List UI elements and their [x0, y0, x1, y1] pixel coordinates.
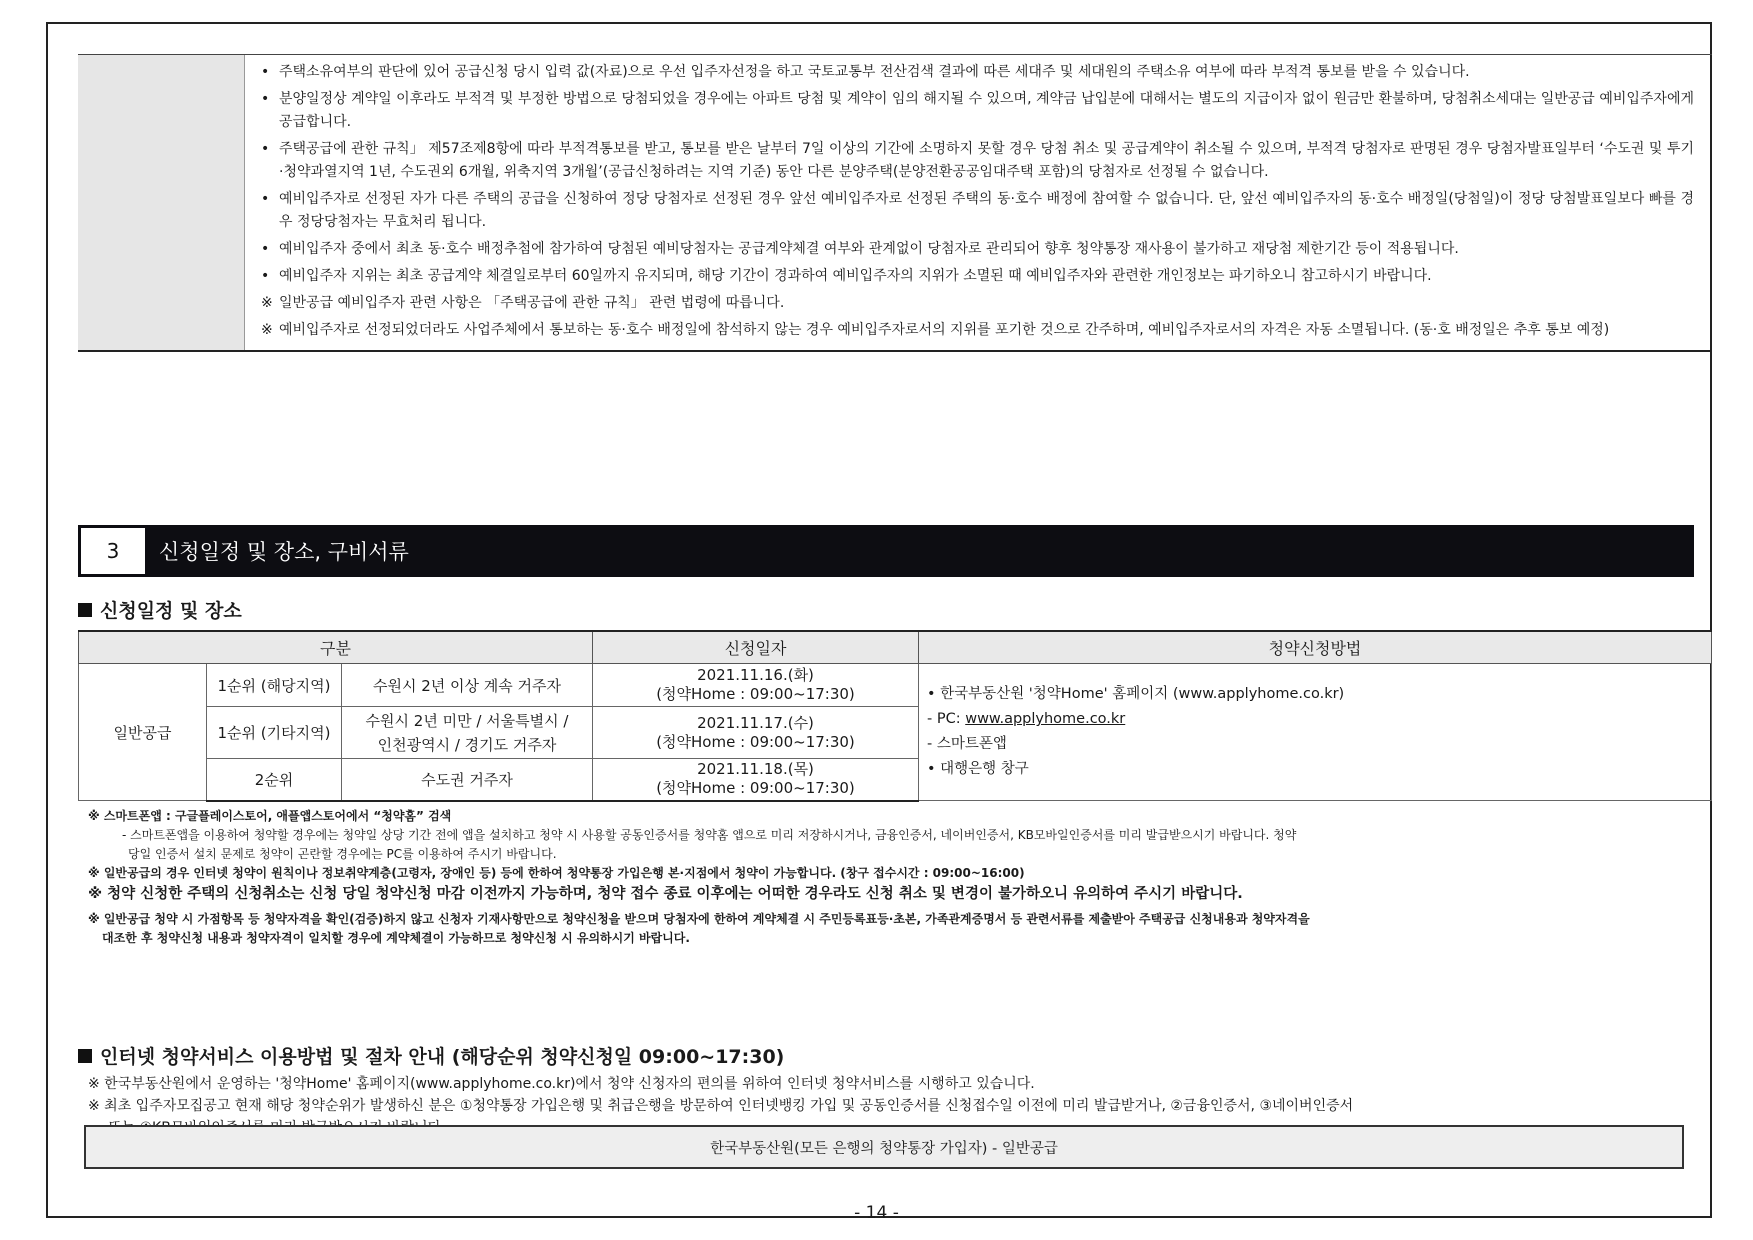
notice-bullet — [261, 138, 1694, 184]
method-bank: • 대행은행 창구 — [927, 761, 1029, 777]
section-header — [78, 525, 1694, 577]
rank-cell: 1순위 (기타지역) — [207, 707, 342, 759]
notice-bullet — [261, 88, 1694, 134]
bullet-text: 분양일정상 계약일 이후라도 부적격 및 부정한 방법으로 당첨되었을 경우에는 아파트 당첨 및 계약이 임의 해지될 수 있으며, 계약금 납입분에 대해서는 별도의 지급이자 없이 원금만 환불하며, 당첨취소세대는 일반공급 예비입주자에게 공급합니다. — [279, 91, 1694, 130]
bullet-text: 예비입주자로 선정된 자가 다른 주택의 공급을 신청하여 정당 당첨자로 선정된 경우 앞선 예비입주자로 선정된 주택의 동·호수 배정에 참여할 수 없습니다. 단, 앞선 예비입주자의 동·호수 배정일(당첨일)이 정당 당첨발표일보다 빠를 경우 정당당첨자는 무효처리 됩니다. — [279, 191, 1694, 230]
bullet-mark: • — [261, 241, 270, 257]
bullet-mark: ※ — [261, 322, 273, 338]
header-category: 구분 — [79, 631, 593, 664]
bullet-mark: • — [261, 191, 270, 207]
method-pc-prefix: - PC: — [927, 711, 966, 727]
date-text: 2021.11.17.(수) — [697, 713, 814, 732]
page-number: - 14 - — [854, 1203, 899, 1223]
bullet-text: 일반공급 예비입주자 관련 사항은 「주택공급에 관한 규칙」 관련 법령에 따릅니다. — [279, 295, 785, 311]
method-pc — [927, 707, 1710, 732]
residents-cell: 수원시 2년 이상 계속 거주자 — [342, 664, 593, 707]
residents-text: 인천광역시 / 경기도 거주자 — [377, 735, 557, 754]
bullet-mark: ※ — [261, 295, 273, 311]
method-cell — [919, 664, 1712, 801]
note-line: 대조한 후 청약신청 내용과 청약자격이 일치할 경우에 계약체결이 가능하므로 청약신청 시 유의하시기 바랍니다. — [102, 931, 690, 945]
internet-subheading — [78, 1042, 784, 1069]
notice-bullet — [261, 238, 1694, 261]
note-line: ※ 스마트폰앱 : 구글플레이스토어, 애플앱스토어에서 “청약홈” 검색 — [88, 809, 452, 823]
date-cell — [593, 707, 919, 759]
notice-bullet — [261, 61, 1694, 84]
schedule-subheading — [78, 596, 242, 623]
section-title: 신청일정 및 장소, 구비서류 — [159, 540, 409, 564]
notice-bullet — [261, 265, 1694, 288]
note-line: ※ 일반공급의 경우 인터넷 청약이 원칙이나 정보취약계층(고령자, 장애인 등) 등에 한하여 청약통장 가입은행 본·지점에서 청약이 가능합니다. (창구 접수시간 : 09:00~16:00) — [88, 866, 1025, 880]
notice-bullet — [261, 188, 1694, 234]
internet-subheading-text: 인터넷 청약서비스 이용방법 및 절차 안내 (해당순위 청약신청일 09:00~17:30) — [100, 1046, 785, 1068]
notice-block — [78, 54, 1712, 352]
residents-cell: 수도권 거주자 — [342, 759, 593, 801]
notice-content — [245, 55, 1712, 350]
note-line: ※ 최초 입주자모집공고 현재 해당 청약순위가 발생하신 분은 ①청약통장 가입은행 및 취급은행을 방문하여 인터넷뱅킹 가입 및 공동인증서를 신청접수일 이전에 미리 발급받거나, ②금융인증서, ③네이버인증서 — [88, 1098, 1354, 1114]
rank-cell: 1순위 (해당지역) — [207, 664, 342, 707]
bullet-text: 예비입주자 중에서 최초 동·호수 배정추첨에 참가하여 당첨된 예비당첨자는 공급계약체결 여부와 관계없이 당첨자로 관리되어 향후 청약통장 재사용이 불가하고 재당첨 제한기간 등이 적용됩니다. — [279, 241, 1459, 257]
header-date: 신청일자 — [593, 631, 919, 664]
date-text: 2021.11.16.(화) — [697, 666, 814, 684]
residents-text: 수원시 2년 미만 / 서울특별시 / — [365, 711, 569, 730]
date-cell — [593, 664, 919, 707]
note-line: ※ 일반공급 청약 시 가점항목 등 청약자격을 확인(검증)하지 않고 신청자 기재사항만으로 청약신청을 받으며 당첨자에 한하여 계약체결 시 주민등록표등·초본, 가족관계증명서 등 관련서류를 제출받아 주택공급 신청내용과 청약자격을 — [88, 912, 1310, 926]
date-cell — [593, 759, 919, 801]
bullet-mark: • — [261, 91, 270, 107]
general-supply-box: 한국부동산원(모든 은행의 청약통장 가입자) - 일반공급 — [84, 1125, 1684, 1169]
schedule-notes — [88, 807, 1310, 948]
square-bullet-icon — [78, 603, 92, 617]
table-header-row — [79, 631, 1712, 664]
table-row — [79, 664, 1712, 707]
note-line: ※ 청약 신청한 주택의 신청취소는 신청 당일 청약신청 마감 이전까지 가능하며, 청약 접수 종료 이후에는 어떠한 경우라도 신청 취소 및 변경이 불가하오니 유의하여 주시기 바랍니다. — [88, 886, 1243, 902]
bullet-text: 주택공급에 관한 규칙」 제57조제8항에 따라 부적격통보를 받고, 통보를 받은 날부터 7일 이상의 기간에 소명하지 못할 경우 당첨 취소 및 공급계약이 취소될 수 있으며, 부적격 당첨자로 판명된 경우 당첨자발표일부터 ‘수도권 및 투기·청약과열지역 1년, 수도권외 6개월, 위축지역 3개월’(공급신청하려는 지역 기준) 동안 다른 분양주택(분양전환공공임대주택 포함)의 당첨자로 선정될 수 없습니다. — [279, 141, 1694, 180]
notice-label-cell — [78, 55, 245, 350]
bullet-mark: • — [261, 268, 270, 284]
section-number: 3 — [81, 528, 145, 574]
bullet-text: 예비입주자로 선정되었더라도 사업주체에서 통보하는 동·호수 배정일에 참석하지 않는 경우 예비입주자로서의 지위를 포기한 것으로 간주하며, 예비입주자로서의 자격은 자동 소멸됩니다. (동·호 배정일은 추후 통보 예정) — [279, 322, 1610, 338]
notice-bullet — [261, 319, 1694, 342]
square-bullet-icon — [78, 1049, 92, 1063]
schedule-table — [78, 630, 1712, 802]
header-method: 청약신청방법 — [919, 631, 1712, 664]
time-text: (청약Home : 09:00~17:30) — [656, 779, 855, 798]
note-line: ※ 한국부동산원에서 운영하는 '청약Home' 홈페이지(www.applyhome.co.kr)에서 청약 신청자의 편의를 위하여 인터넷 청약서비스를 시행하고 있습니다. — [88, 1076, 1035, 1092]
bullet-mark: • — [261, 141, 270, 157]
method-homepage: • 한국부동산원 '청약Home' 홈페이지 (www.applyhome.co.kr) — [927, 686, 1345, 702]
bullet-mark: • — [261, 64, 270, 80]
method-smartphone: - 스마트폰앱 — [927, 736, 1007, 752]
note-line: - 스마트폰앱을 이용하여 청약할 경우에는 청약일 상당 기간 전에 앱을 설치하고 청약 시 사용할 공동인증서를 청약홈 앱으로 미리 저장하시거나, 금융인증서, 네이버인증서, KB모바일인증서를 미리 발급받으시기 바랍니다. 청약 — [122, 828, 1297, 842]
note-line: 당일 인증서 설치 문제로 청약이 곤란할 경우에는 PC를 이용하여 주시기 바랍니다. — [128, 847, 557, 861]
supply-type-cell: 일반공급 — [79, 664, 207, 801]
time-text: (청약Home : 09:00~17:30) — [656, 732, 855, 751]
schedule-subheading-text: 신청일정 및 장소 — [100, 600, 242, 622]
rank-cell: 2순위 — [207, 759, 342, 801]
applyhome-link[interactable]: www.applyhome.co.kr — [965, 711, 1126, 727]
residents-cell — [342, 707, 593, 759]
bullet-text: 예비입주자 지위는 최초 공급계약 체결일로부터 60일까지 유지되며, 해당 기간이 경과하여 예비입주자의 지위가 소멸된 때 예비입주자와 관련한 개인정보는 파기하오니 참고하시기 바랍니다. — [279, 268, 1432, 284]
page-frame — [46, 22, 1712, 1218]
time-text: (청약Home : 09:00~17:30) — [656, 685, 855, 703]
date-text: 2021.11.18.(목) — [697, 760, 814, 779]
bullet-text: 주택소유여부의 판단에 있어 공급신청 당시 입력 값(자료)으로 우선 입주자선정을 하고 국토교통부 전산검색 결과에 따른 세대주 및 세대원의 주택소유 여부에 따라 부적격 통보를 받을 수 있습니다. — [279, 64, 1470, 80]
notice-bullet — [261, 292, 1694, 315]
